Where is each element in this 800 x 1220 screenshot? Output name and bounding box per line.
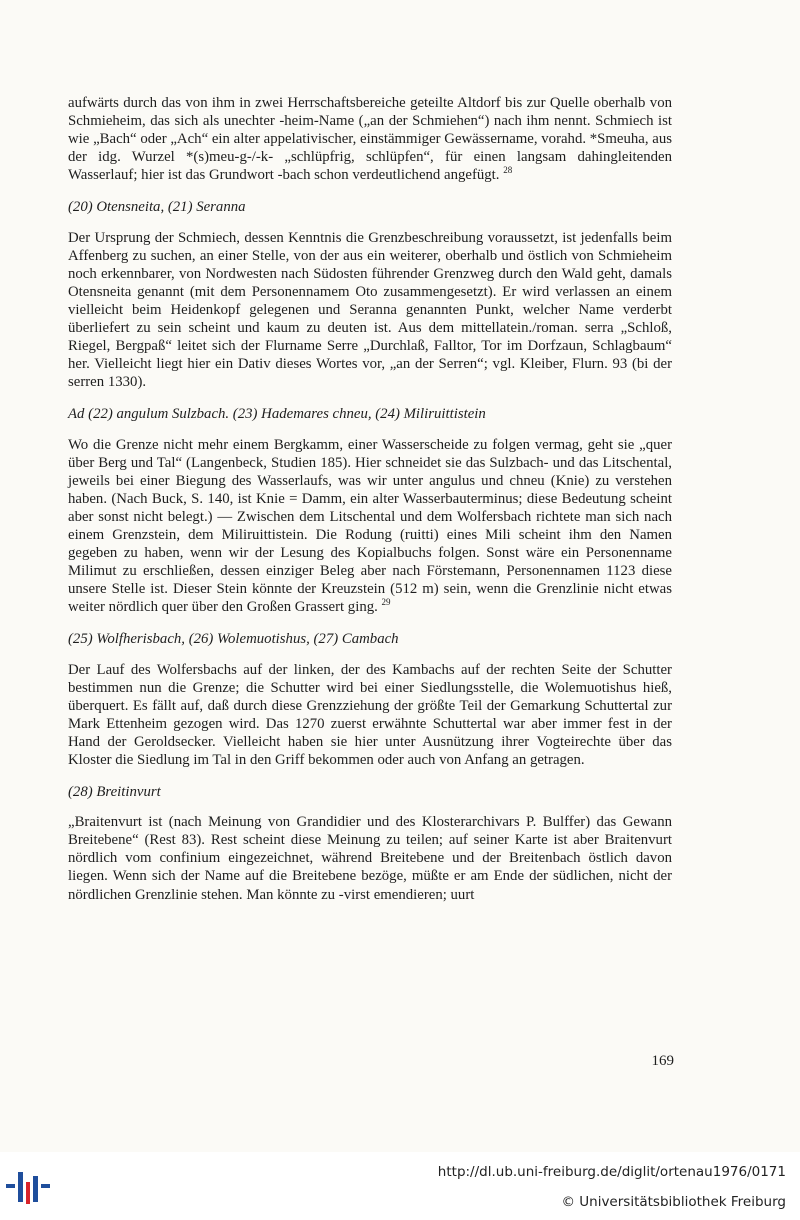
page-number: 169 — [651, 1053, 674, 1069]
paragraph-4: Der Lauf des Wolfersbachs auf der linken, der des Kambachs auf der rechten Seite der Schutter bestimmen nun die Grenze; die Schutter wird bei einer Siedlungsstelle, die Wolemuotishus hieß, überquert. Es fällt auf, daß durch diese Grenzziehung der größte Teil der Gemarkung Schuttertal zur Mark Ettenheim gezogen wird. Das 1270 zuerst erwähnte Schuttertal war aber immer fest in der Hand der Geroldsecker. Vielleicht haben sie hier unter Ausnützung ihrer Vogteirechte über das Kloster die Siedlung im Tal in den Griff bekommen oder auch von Anfang an getragen. — [68, 661, 672, 768]
paragraph-2: Der Ursprung der Schmiech, dessen Kenntnis die Grenzbeschreibung voraussetzt, ist jedenfalls beim Affenberg zu suchen, an einer Stelle, von der aus ein weiterer, oberhalb und östlich von Schmieheim noch erkennbarer, von Nordwesten nach Südosten führender Grenzweg durch den Wald geht, damals Otensneita genannt (mit dem Personennamem Oto zusammengesetzt). Er wird verlassen an einem vielleicht beim Heidenkopf gelegenen und Seranna genannten Punkt, welcher Name verderbt überliefert zu sein scheint und kaum zu deuten ist. Aus dem mittellatein./roman. serra „Schloß, Riegel, Bergpaß“ leitet sich der Flurname Serre „Durchlaß, Falltor, Tor im Dorfzaun, Schlagbaum“ her. Vielleicht liegt hier ein Dativ dieses Wortes vor, „an der Serren“; vgl. Kleiber, Flurn. 93 (bi der serren 1330). — [68, 229, 672, 391]
section-heading-otensneita: (20) Otensneita, (21) Seranna — [68, 199, 246, 216]
viewer-footer — [0, 1152, 800, 1220]
body-text — [68, 94, 672, 904]
library-logo-icon — [4, 1168, 52, 1208]
paragraph-5: „Braitenvurt ist (nach Meinung von Grandidier und des Klosterarchivars P. Bulffer) das Gewann Breitebene“ (Rest 83). Rest scheint diese Meinung zu teilen; auf seiner Karte ist aber Braitenvurt nördlich vom confinium eingezeichnet, während Breitebene und der Breitenbach östlich davon liegen. Wenn sich der Name auf die Breitebene bezöge, müßte er am Ende der südlichen, nicht der nördlichen Grenzlinie stehen. Man könnte zu -virst emendieren; uurt — [68, 814, 672, 903]
source-url-link[interactable]: http://dl.ub.uni-freiburg.de/diglit/ortenau1976/0171 — [437, 1164, 786, 1180]
footnote-ref-28: 28 — [503, 165, 513, 176]
copyright-notice: © Universitätsbibliothek Freiburg — [561, 1194, 786, 1210]
section-heading-breitinvurt: (28) Breitinvurt — [68, 784, 161, 801]
paragraph-1: aufwärts durch das von ihm in zwei Herrschaftsbereiche geteilte Altdorf bis zur Quelle oberhalb von Schmieheim, das sich als unechter -heim-Name („an der Schmiehen“) nach ihm nennt. Schmiech ist wie „Bach“ oder „Ach“ ein alter appelativischer, einstämmiger Gewässername, vorahd. *Smeuha, aus der idg. Wurzel *(s)meu-g-/-k- „schlüpfrig, schlüpfen“, für einen langsam dahingleitenden Wasserlauf; hier ist das Grundwort -bach schon verdeutlichend angefügt. $^{28}$ — [68, 95, 672, 184]
paragraph-3: Wo die Grenze nicht mehr einem Bergkamm, einer Wasserscheide zu folgen vermag, geht sie „quer über Berg und Tal“ (Langenbeck, Studien 185). Hier schneidet sie das Sulzbach- und das Litschental, jeweils bei einer Biegung des Wasserlaufs, was wir unter angulus und chneu (Knie) zu verstehen haben. (Nach Buck, S. 140, ist Knie = Damm, ein alter Wasserbauterminus; diese Bedeutung scheint aber sonst nicht belegt.) — Zwischen dem Litschental und dem Wolfersbach richtete man sich nach einem Grenzstein, dem Miliruittistein. Die Rodung (ruitti) eines Mili scheint ihm den Namen gegeben zu haben, wenn wir der Lesung des Kopialbuchs folgen. Sonst wäre ein Personenname Milimut zu erschließen, dessen einziger Beleg aber nach Förstemann, Personennamen 1123 diese unsere Stelle ist. Dieser Stein könnte der Kreuzstein (512 m) sein, wenn die Grenzlinie nicht etwas weiter nördlich quer über den Großen Grassert ging. $^{29}$ — [68, 436, 672, 616]
section-heading-angulum: Ad (22) angulum Sulzbach. (23) Hademares chneu, (24) Miliruittistein — [68, 406, 486, 423]
footnote-ref-29: 29 — [381, 597, 391, 608]
section-heading-wolfherisbach: (25) Wolfherisbach, (26) Wolemuotishus, (27) Cambach — [68, 631, 399, 648]
